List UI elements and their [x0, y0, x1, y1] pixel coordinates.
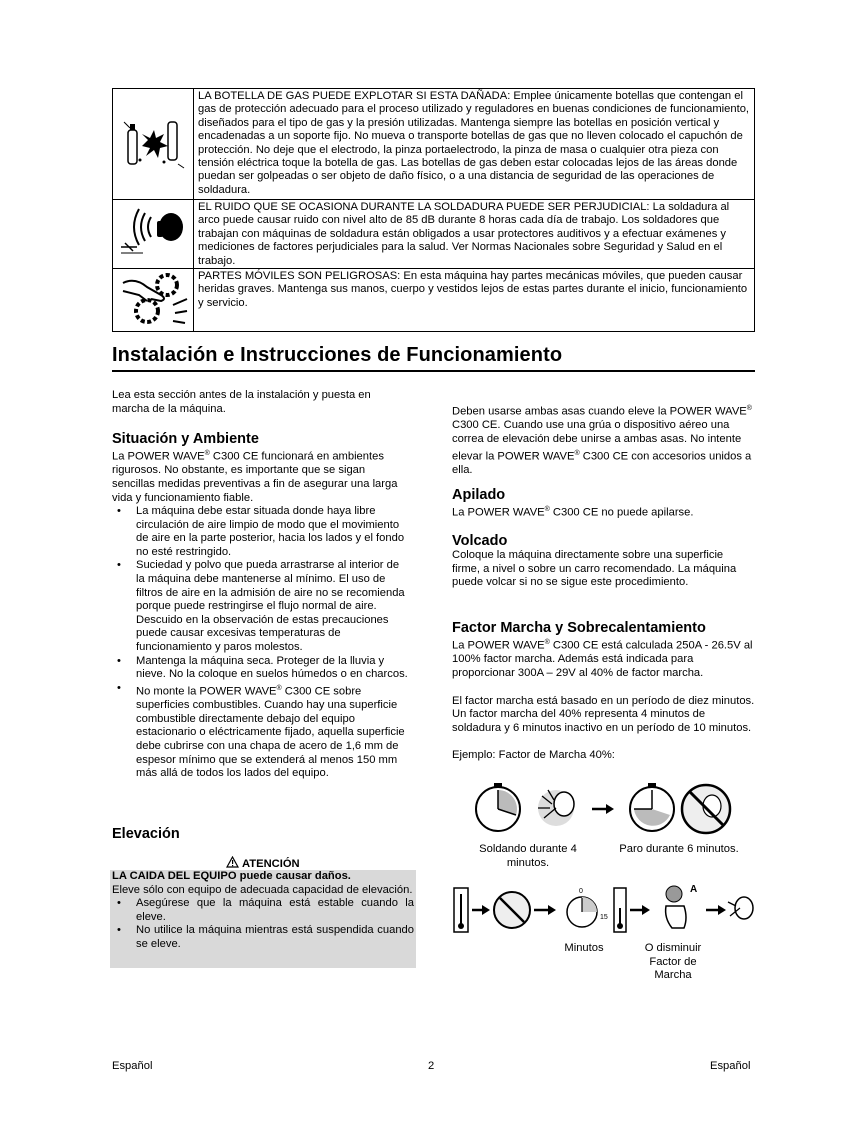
no-welding-icon	[682, 785, 730, 833]
duty-cycle-diagram	[468, 778, 758, 840]
welder-icon	[538, 790, 574, 826]
timer-fifteen-label: 15	[600, 914, 608, 921]
text-fragment: La POWER WAVE	[452, 506, 545, 519]
arrow-right-icon	[630, 905, 650, 915]
warning-row-noise	[113, 200, 755, 269]
warning-text-moving-parts: PARTES MÓVILES SON PELIGROSAS: En esta máquina hay partes mecánicas móviles, que pueden causar heridas graves. Mantenga sus manos, cuerpo y vestidos lejos de estas partes durante el inicio, funcionamiento y servicio.	[194, 269, 755, 332]
warning-row-gas	[113, 89, 755, 200]
text-fragment: C300 CE está calculada 250A - 26.5V al 100% factor marcha. Además está indicada para proporcionar 300A – 29V al 40% de factor marcha.	[452, 639, 753, 679]
clock-welding-icon	[476, 783, 520, 831]
volcado-section	[452, 533, 748, 590]
factor-section	[452, 620, 756, 763]
section-title: Instalación e Instrucciones de Funcionamiento	[112, 344, 563, 366]
registered-mark: ®	[544, 506, 550, 513]
warning-text-noise: EL RUIDO QUE SE OCASIONA DURANTE LA SOLDADURA PUEDE SER PERJUDICIAL: La soldadura al arco puede causar ruido con nivel alto de 85 dB durante 8 horas cada día de trabajo. Los soldadores que trabajan con máquinas de soldadura están obligados a usar protectores auditivos y a efectuar exámenes y mediciones de factores perjudiciales para la salud. Ver Normas Nacionales sobre Seguridad y Salud en el trabajo.	[194, 200, 755, 269]
attention-text: Eleve sólo con equipo de adecuada capacidad de elevación.	[112, 883, 413, 896]
text-fragment: C300 CE funcionará en ambientes rigurosos. No obstante, es importante que se sigan sencillas medidas preventivas a fin de asegurar una larga vida y funcionamiento fiable.	[112, 450, 398, 504]
text-fragment: C300 CE sobre superficies combustibles. Cuando hay una superficie combustible directamente debajo del equipo estacionario o eléctricamente fijado, aquella superficie debe cubrirse con una chapa de acero de 1,6 mm de espesor mínimo que se extenderá al menos 150 mm más allá de todos los lados del equipo.	[136, 685, 405, 780]
text-fragment: La POWER WAVE	[452, 639, 545, 652]
volcado-heading: Volcado	[452, 533, 508, 549]
factor-paragraph-1	[452, 636, 756, 681]
thermometer-icon	[454, 888, 468, 932]
caption-reduce: O disminuir Factor de Marcha	[644, 942, 702, 982]
thermometer-icon	[614, 888, 626, 932]
situacion-bullets	[112, 505, 408, 781]
hand-adjust-knob-icon	[666, 884, 698, 928]
volcado-paragraph: Coloque la máquina directamente sobre una superficie firme, a nivel o sobre un carro recomendado. La máquina puede volcar si no se sigue este procedimiento.	[452, 549, 737, 589]
moving-parts-gears-icon	[113, 269, 194, 332]
text-fragment: C300 CE no puede apilarse.	[549, 506, 694, 519]
timer-icon	[567, 888, 608, 927]
caption-stop: Paro durante 6 minutos.	[619, 843, 739, 855]
noise-hearing-protection-icon	[113, 200, 194, 269]
warning-row-moving-parts	[113, 269, 755, 332]
list-item: • Mantenga la máquina seca. Proteger de la lluvia y nieve. No la coloque en suelos húmedos o en charcos.	[112, 655, 408, 682]
attention-headline: LA CAIDA DEL EQUIPO puede causar daños.	[112, 870, 351, 882]
footer-page-number: 2	[428, 1060, 435, 1072]
registered-mark: ®	[276, 684, 282, 692]
current-label: A	[690, 884, 698, 895]
registered-mark: ®	[574, 449, 580, 457]
caption-minutes: Minutos	[564, 942, 604, 954]
apilado-heading: Apilado	[452, 487, 506, 503]
intro-paragraph: Lea esta sección antes de la instalación y puesta en marcha de la máquina.	[112, 389, 371, 415]
registered-mark: ®	[746, 405, 752, 412]
registered-mark: ®	[544, 639, 550, 646]
list-item	[112, 682, 408, 781]
arrow-right-icon	[472, 905, 490, 915]
situacion-section	[112, 431, 408, 781]
warning-table	[112, 88, 755, 332]
footer-language-right: Español	[710, 1060, 751, 1072]
footer-language-left: Español	[112, 1060, 153, 1072]
text-fragment: La POWER WAVE	[112, 450, 205, 463]
situacion-paragraph	[112, 447, 408, 505]
text-fragment: Deben usarse ambas asas cuando eleve la POWER WAVE	[452, 405, 747, 418]
attention-content	[112, 870, 414, 952]
text-fragment: No monte la POWER WAVE	[136, 685, 277, 698]
arrow-right-icon	[592, 804, 614, 814]
warning-text-gas: LA BOTELLA DE GAS PUEDE EXPLOTAR SI ESTA DAÑADA: Emplee únicamente botellas que contengan el gas de protección adecuado para el proceso utilizado y reguladores en buenas condiciones de funcionamiento, diseñados para el tipo de gas y la presión utilizadas. Mantenga siempre las botellas en posición vertical y encadenadas a un soporte fijo. No mueva o transporte botellas de gas que no lleven colocado el capuchón de protección. No deje que el electrodo, la pinza portaelectrodo, la pinza de masa o cualquier otra pieza con tensión eléctrica toque la botella de gas. Las botellas de gas deben estar colocadas lejos de las áreas donde puedan ser golpeadas o ser objeto de daño físico, o a una distancia de seguridad de las operaciones de soldadura.	[194, 89, 755, 200]
asas-paragraph	[452, 402, 752, 477]
attention-label-text: ATENCIÓN	[242, 858, 300, 870]
factor-heading: Factor Marcha y Sobrecalentamiento	[452, 620, 706, 636]
apilado-section	[452, 487, 752, 520]
list-item: • Asegúrese que la máquina está estable cuando la eleve.	[112, 897, 414, 924]
factor-paragraph-2: El factor marcha está basado en un período de diez minutos. Un factor marcha del 40% representa 4 minutos de soldadura y 6 minutos inactivo en un período de 10 minutos.	[452, 694, 755, 734]
gas-cylinder-explosion-icon	[113, 89, 194, 200]
overheat-diagram	[450, 878, 760, 940]
text-fragment: C300 CE. Cuando use una grúa o dispositivo aéreo una correa de elevación debe unirse a ambas asas. No intente elevar la POWER WAVE	[452, 419, 742, 463]
no-welding-icon	[494, 892, 530, 928]
text-fragment: C300 CE con accesorios unidos a ella.	[452, 450, 752, 476]
elevacion-heading: Elevación	[112, 826, 180, 842]
caption-welding: Soldando durante 4 minutos.	[479, 843, 577, 869]
clock-stop-icon	[630, 783, 674, 831]
timer-zero-label: 0	[579, 888, 583, 895]
registered-mark: ®	[204, 450, 210, 457]
welder-icon	[728, 897, 753, 919]
apilado-paragraph	[452, 503, 752, 520]
list-item: • No utilice la máquina mientras está suspendida cuando se eleve.	[112, 924, 414, 951]
arrow-right-icon	[534, 905, 556, 915]
section-divider	[112, 370, 755, 372]
warning-triangle-icon	[226, 856, 239, 868]
arrow-right-icon	[706, 905, 726, 915]
situacion-heading: Situación y Ambiente	[112, 431, 259, 447]
attention-bullets	[112, 897, 414, 951]
list-item: • Suciedad y polvo que pueda arrastrarse al interior de la máquina debe mantenerse al mínimo. El uso de filtros de aire en la admisión de aire no se recomienda porque puede restringirse el flujo normal de aire. Descuido en la observación de estas precauciones puede causar excesivas temperaturas de funcionamiento y paros molestos.	[112, 559, 408, 654]
list-item: • La máquina debe estar situada donde haya libre circulación de aire limpio de modo que el movimiento de aire en la parte posterior, hacia los lados y el fondo no esté restringido.	[112, 505, 408, 559]
example-label: Ejemplo: Factor de Marcha 40%:	[452, 749, 615, 762]
